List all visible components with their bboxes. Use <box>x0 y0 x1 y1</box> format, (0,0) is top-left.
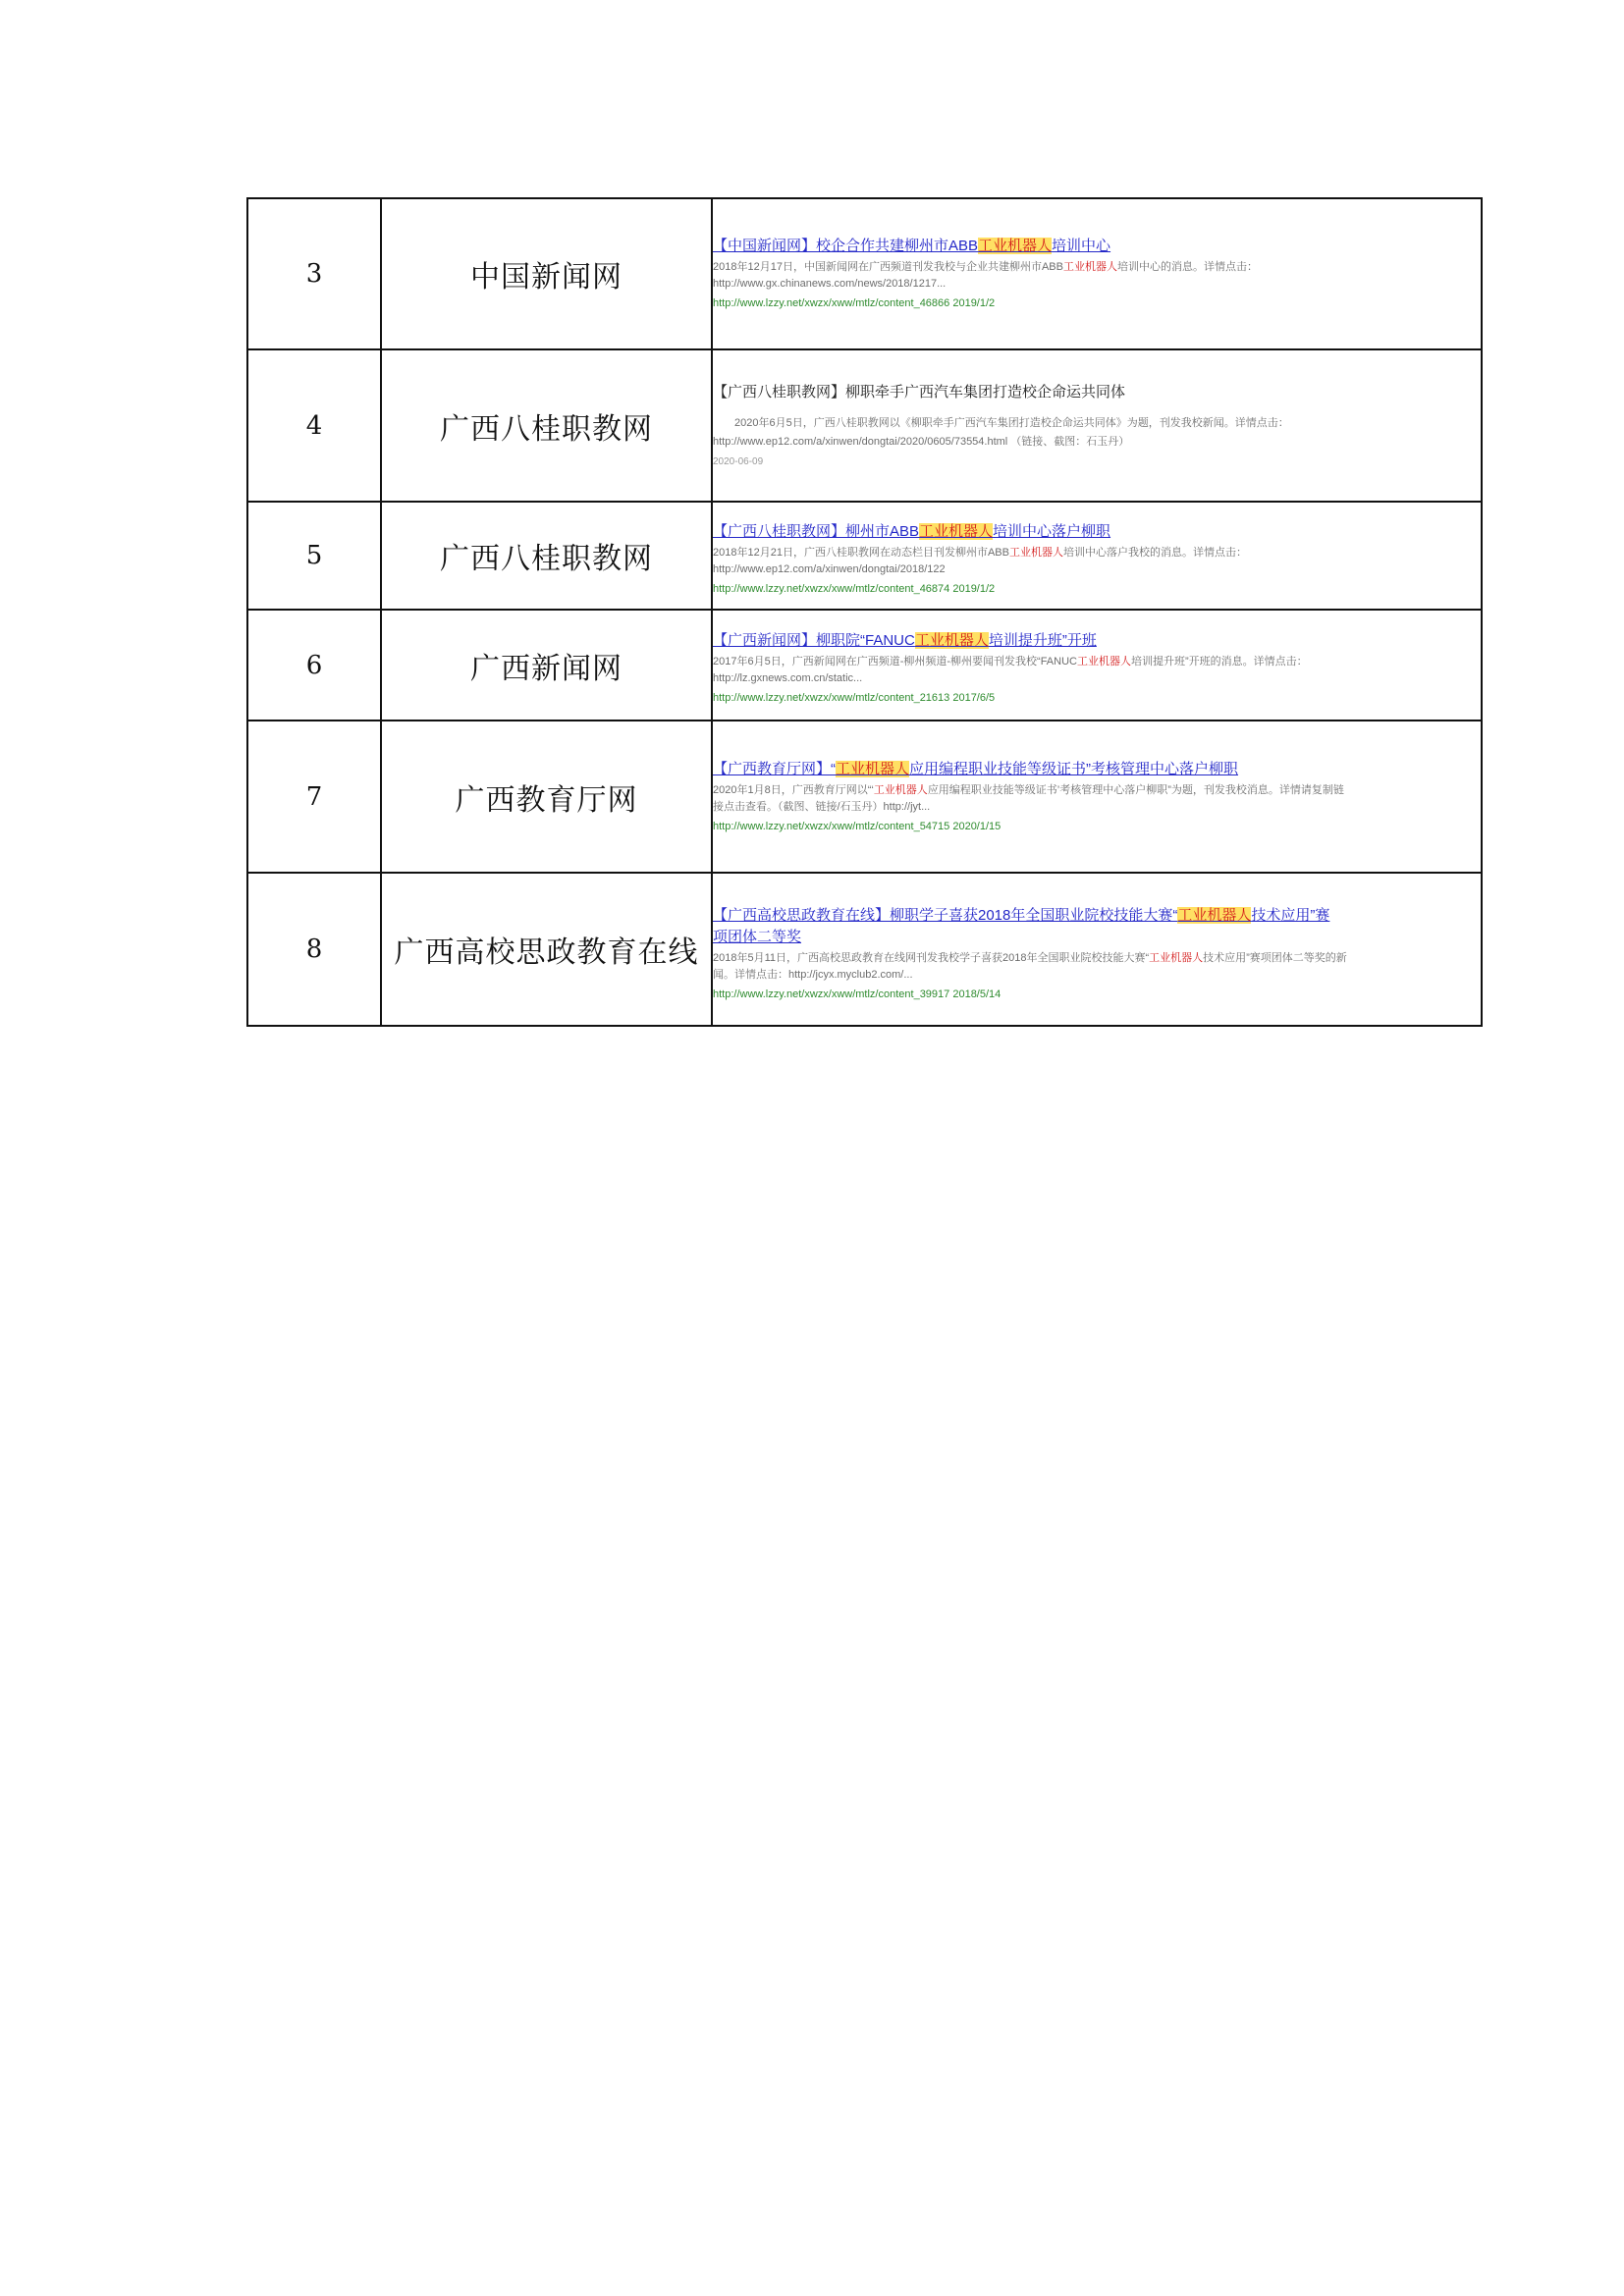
news-url[interactable]: http://www.lzzy.net/xwzx/xww/mtlz/content_46866 2019/1/2 <box>713 297 996 309</box>
table-row <box>247 721 1482 873</box>
news-title-link[interactable]: 【广西新闻网】柳职院“FANUC工业机器人培训提升班”开班 <box>713 631 1097 649</box>
news-url[interactable]: http://www.lzzy.net/xwzx/xww/mtlz/content_39917 2018/5/14 <box>713 988 1001 1000</box>
news-description: 2018年5月11日，广西高校思政教育在线网刊发我校学子喜获2018年全国职业院校技能大赛“工业机器人技术应用”赛项团体二等奖的新 闻。详情点击：http://jcyx.myclub2.com/... <box>713 952 1347 981</box>
row-number: 8 <box>247 873 381 1026</box>
news-description: 2020年1月8日，广西教育厅网以“‘工业机器人应用编程职业技能等级证书’考核管理中心落户柳职”为题，刊发我校消息。详情请复制链 接点击查看。（截图、链接/石玉丹）http://jyt... <box>713 783 1344 813</box>
table-row <box>247 349 1482 502</box>
media-site-name: 广西教育厅网 <box>381 721 712 873</box>
news-description: 2020年6月5日，广西八桂职教网以《柳职牵手广西汽车集团打造校企命运共同体》为题，刊发我校新闻。详情点击： <box>734 416 1289 429</box>
news-snippet-screenshot <box>712 349 1482 502</box>
news-snippet-screenshot <box>712 873 1482 1026</box>
row-number: 7 <box>247 721 381 873</box>
news-title-link[interactable]: 【广西教育厅网】“工业机器人应用编程职业技能等级证书”考核管理中心落户柳职 <box>713 760 1239 777</box>
media-site-name: 广西八桂职教网 <box>381 349 712 502</box>
media-site-name: 广西新闻网 <box>381 610 712 721</box>
news-title-link[interactable]: 【中国新闻网】校企合作共建柳州市ABB工业机器人培训中心 <box>713 238 1111 254</box>
row-number: 4 <box>247 349 381 502</box>
news-url[interactable]: http://www.lzzy.net/xwzx/xww/mtlz/content_46874 2019/1/2 <box>713 583 996 595</box>
table-row <box>247 873 1482 1026</box>
media-coverage-table <box>246 197 1483 1027</box>
media-site-name: 广西高校思政教育在线 <box>381 873 712 1026</box>
row-number: 3 <box>247 198 381 349</box>
table-row <box>247 610 1482 721</box>
media-site-name: 广西八桂职教网 <box>381 502 712 610</box>
news-snippet-screenshot <box>712 502 1482 610</box>
news-title: 【广西八桂职教网】柳职牵手广西汽车集团打造校企命运共同体 <box>713 383 1126 400</box>
news-date: 2020-06-09 <box>713 455 764 467</box>
table-row <box>247 198 1482 349</box>
news-link-text: http://www.ep12.com/a/xinwen/dongtai/2020/0605/73554.html （链接、截图：石玉丹） <box>713 435 1130 448</box>
news-snippet-screenshot <box>712 198 1482 349</box>
news-title-link[interactable]: 【广西高校思政教育在线】柳职学子喜获2018年全国职业院校技能大赛“工业机器人技术应用”赛 项团体二等奖 <box>713 907 1330 945</box>
row-number: 6 <box>247 610 381 721</box>
news-description: 2017年6月5日，广西新闻网在广西频道-柳州频道-柳州要闻刊发我校“FANUC工业机器人培训提升班”开班的消息。详情点击： http://lz.gxnews.com.cn/static... <box>713 655 1308 684</box>
news-url[interactable]: http://www.lzzy.net/xwzx/xww/mtlz/content_21613 2017/6/5 <box>713 691 996 704</box>
row-number: 5 <box>247 502 381 610</box>
news-url[interactable]: http://www.lzzy.net/xwzx/xww/mtlz/content_54715 2020/1/15 <box>713 820 1001 832</box>
table-row <box>247 502 1482 610</box>
news-snippet-screenshot <box>712 721 1482 873</box>
news-snippet-screenshot <box>712 610 1482 721</box>
news-title-link[interactable]: 【广西八桂职教网】柳州市ABB工业机器人培训中心落户柳职 <box>713 523 1111 540</box>
news-description: 2018年12月21日，广西八桂职教网在动态栏目刊发柳州市ABB工业机器人培训中心落户我校的消息。详情点击： http://www.ep12.com/a/xinwen/dongtai/2018/122 <box>713 547 1247 575</box>
media-site-name: 中国新闻网 <box>381 198 712 349</box>
news-description: 2018年12月17日，中国新闻网在广西频道刊发我校与企业共建柳州市ABB工业机器人培训中心的消息。详情点击： http://www.gx.chinanews.com/news/2018/1217... <box>713 261 1258 290</box>
